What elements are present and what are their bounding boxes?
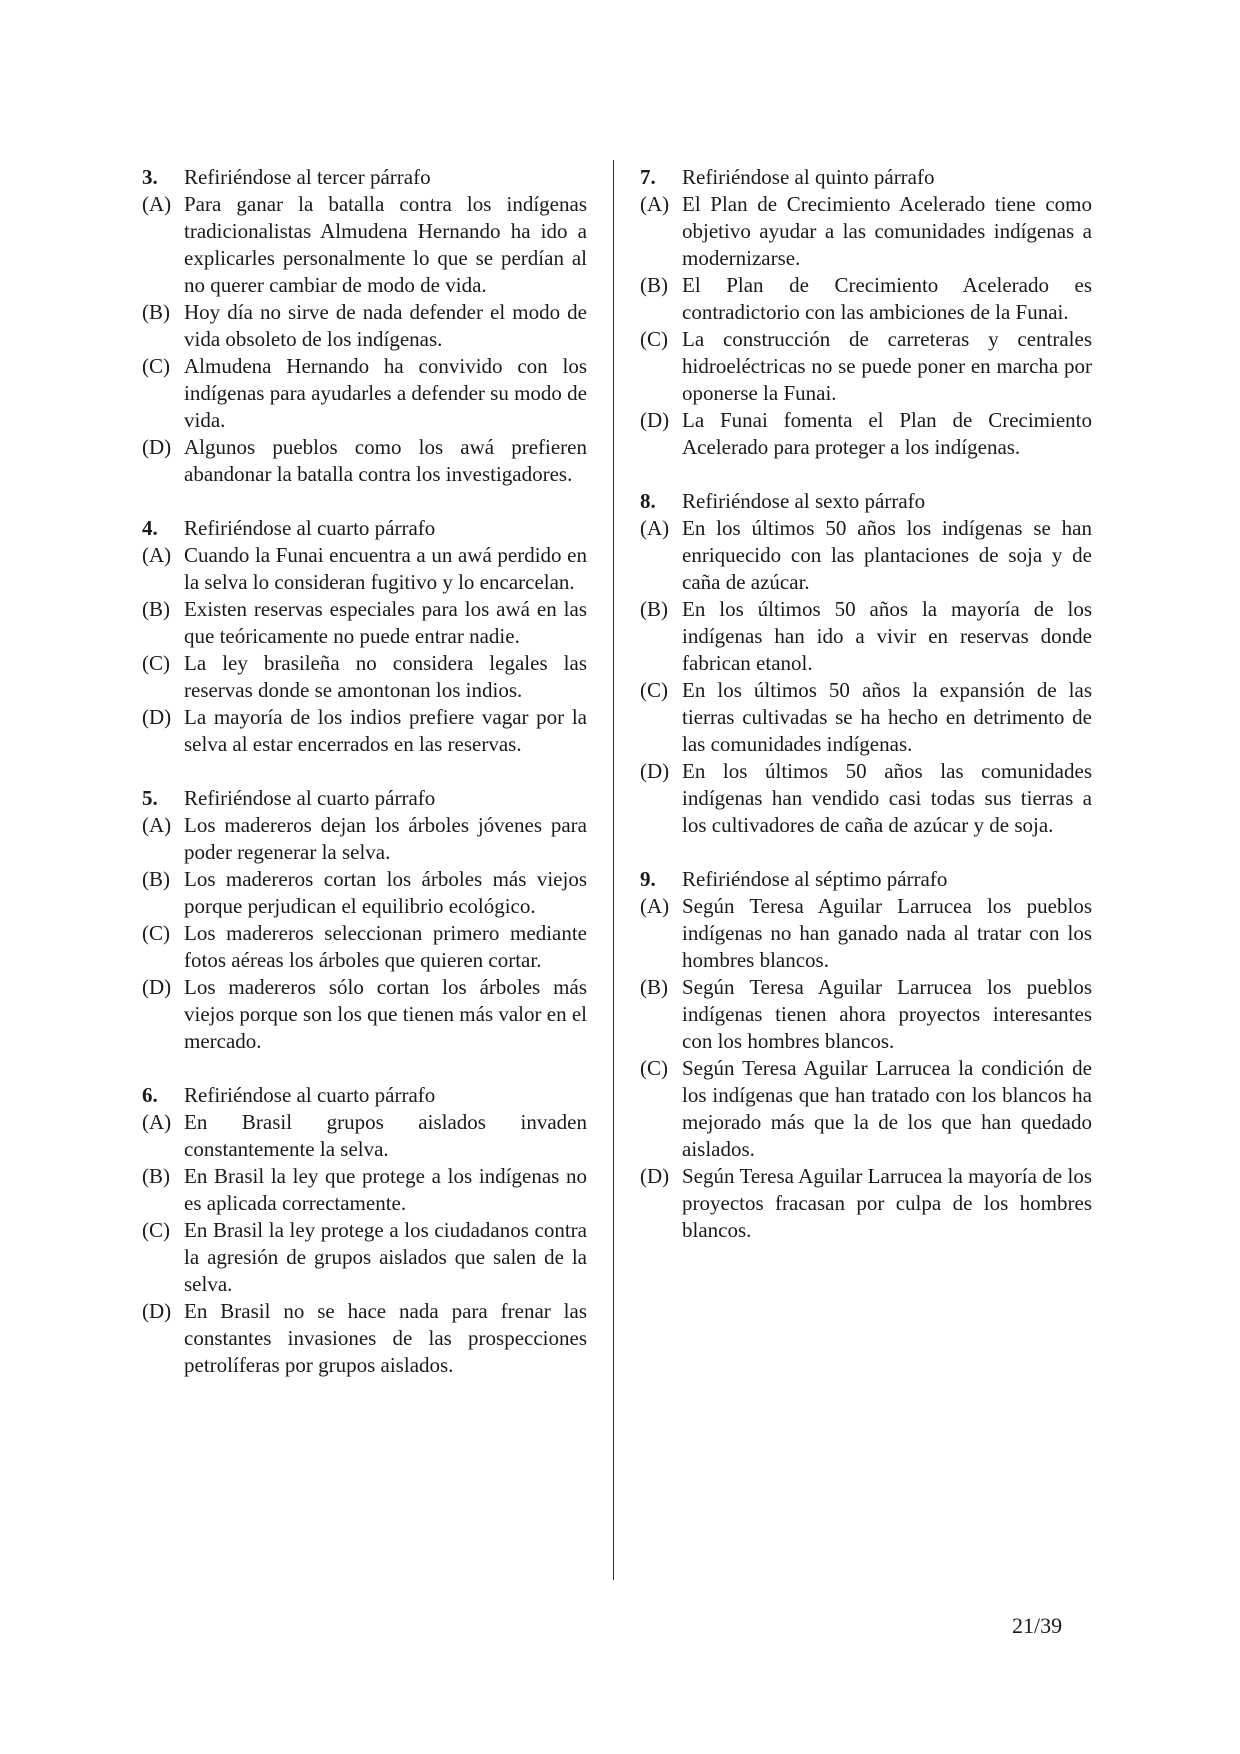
question-header [640,488,1092,515]
option-letter: (C) [142,1218,170,1242]
option-letter: (B) [142,1164,170,1188]
page-number: 21/39 [1012,1613,1063,1638]
option-letter: (C) [142,921,170,945]
option-text: Para ganar la batalla contra los indígenas tradicionalistas Almudena Hernando ha ido a explicarles personalmente lo que se perdían al no querer cambiar de modo de vida. [184,192,587,297]
option-d [142,974,587,1055]
question-header [142,164,587,191]
option-a [142,812,587,866]
question-number: 8. [640,489,656,513]
option-text: Según Teresa Aguilar Larrucea los pueblos indígenas no han ganado nada al tratar con los hombres blancos. [682,894,1092,972]
option-letter: (C) [142,354,170,378]
question-number: 3. [142,165,158,189]
option-text: En los últimos 50 años la mayoría de los indígenas han ido a vivir en reservas donde fabrican etanol. [682,597,1092,675]
option-c [142,650,587,704]
option-text: Cuando la Funai encuentra a un awá perdido en la selva lo consideran fugitivo y lo encarcelan. [184,543,587,594]
option-text: La ley brasileña no considera legales las reservas donde se amontonan los indios. [184,651,587,702]
option-letter: (C) [142,651,170,675]
option-letter: (A) [142,192,172,216]
option-text: Existen reservas especiales para los awá en las que teóricamente no puede entrar nadie. [184,597,587,648]
question-8 [640,488,1092,839]
question-title: Refiriéndose al tercer párrafo [184,165,431,189]
option-b [142,866,587,920]
question-header [142,515,587,542]
option-d [142,1298,587,1379]
option-b [640,974,1092,1055]
option-letter: (A) [142,813,172,837]
option-letter: (B) [142,300,170,324]
option-text: Los madereros dejan los árboles jóvenes para poder regenerar la selva. [184,813,587,864]
option-b [142,299,587,353]
option-text: Algunos pueblos como los awá prefieren abandonar la batalla contra los investigadores. [184,435,587,486]
option-c [142,1217,587,1298]
question-number: 4. [142,516,158,540]
option-b [640,596,1092,677]
question-3 [142,164,587,488]
option-a [142,191,587,299]
question-title: Refiriéndose al cuarto párrafo [184,786,436,810]
question-5 [142,785,587,1055]
option-d [640,407,1092,461]
option-text: La construcción de carreteras y centrales hidroeléctricas no se puede poner en marcha por oponerse la Funai. [682,327,1092,405]
option-c [640,326,1092,407]
question-number: 5. [142,786,158,810]
option-a [640,515,1092,596]
question-title: Refiriéndose al sexto párrafo [682,489,926,513]
option-letter: (B) [142,867,170,891]
option-a [640,893,1092,974]
option-letter: (B) [142,597,170,621]
option-letter: (D) [142,1299,172,1323]
option-text: En los últimos 50 años la expansión de las tierras cultivadas se ha hecho en detrimento de las comunidades indígenas. [682,678,1092,756]
option-d [640,758,1092,839]
option-text: En Brasil grupos aislados invaden constantemente la selva. [184,1110,587,1161]
option-letter: (A) [142,543,172,567]
option-a [640,191,1092,272]
option-c [640,1055,1092,1163]
question-header [142,785,587,812]
question-7 [640,164,1092,461]
option-b [142,596,587,650]
option-text: En Brasil la ley que protege a los indígenas no es aplicada correctamente. [184,1164,587,1215]
option-text: En Brasil no se hace nada para frenar las constantes invasiones de las prospecciones petrolíferas por grupos aislados. [184,1299,587,1377]
option-letter: (D) [142,975,172,999]
right-column [640,164,1092,1271]
option-letter: (B) [640,597,668,621]
option-letter: (C) [640,678,668,702]
option-letter: (D) [640,759,670,783]
question-title: Refiriéndose al séptimo párrafo [682,867,948,891]
option-b [142,1163,587,1217]
option-letter: (C) [640,327,668,351]
option-d [142,434,587,488]
option-text: Los madereros seleccionan primero mediante fotos aéreas los árboles que quieren cortar. [184,921,587,972]
option-text: Almudena Hernando ha convivido con los indígenas para ayudarles a defender su modo de vida. [184,354,587,432]
option-letter: (C) [640,1056,668,1080]
option-a [142,542,587,596]
option-text: Los madereros sólo cortan los árboles más viejos porque son los que tienen más valor en el mercado. [184,975,587,1053]
option-text: Según Teresa Aguilar Larrucea la mayoría de los proyectos fracasan por culpa de los hombres blancos. [682,1164,1092,1242]
column-divider [613,160,614,1580]
option-letter: (B) [640,273,668,297]
option-text: En Brasil la ley protege a los ciudadanos contra la agresión de grupos aislados que salen de la selva. [184,1218,587,1296]
question-number: 9. [640,867,656,891]
option-text: La mayoría de los indios prefiere vagar por la selva al estar encerrados en las reservas. [184,705,587,756]
option-text: En los últimos 50 años los indígenas se han enriquecido con las plantaciones de soja y de caña de azúcar. [682,516,1092,594]
question-9 [640,866,1092,1244]
left-column [142,164,587,1406]
question-title: Refiriéndose al cuarto párrafo [184,516,436,540]
option-d [142,704,587,758]
option-letter: (D) [640,408,670,432]
option-letter: (A) [640,516,670,540]
question-6 [142,1082,587,1379]
option-text: El Plan de Crecimiento Acelerado es contradictorio con las ambiciones de la Funai. [682,273,1092,324]
option-b [640,272,1092,326]
question-title: Refiriéndose al quinto párrafo [682,165,935,189]
question-number: 7. [640,165,656,189]
question-title: Refiriéndose al cuarto párrafo [184,1083,436,1107]
option-d [640,1163,1092,1244]
question-4 [142,515,587,758]
option-text: En los últimos 50 años las comunidades indígenas han vendido casi todas sus tierras a los cultivadores de caña de azúcar y de soja. [682,759,1092,837]
question-header [142,1082,587,1109]
option-text: Según Teresa Aguilar Larrucea la condición de los indígenas que han tratado con los blancos ha mejorado más que la de los que han quedado aislados. [682,1056,1092,1161]
option-text: Hoy día no sirve de nada defender el modo de vida obsoleto de los indígenas. [184,300,587,351]
question-header [640,164,1092,191]
option-letter: (B) [640,975,668,999]
question-number: 6. [142,1083,158,1107]
question-header [640,866,1092,893]
option-text: Según Teresa Aguilar Larrucea los pueblos indígenas tienen ahora proyectos interesantes con los hombres blancos. [682,975,1092,1053]
option-letter: (D) [640,1164,670,1188]
option-text: El Plan de Crecimiento Acelerado tiene como objetivo ayudar a las comunidades indígenas a modernizarse. [682,192,1092,270]
option-letter: (A) [640,192,670,216]
option-letter: (A) [640,894,670,918]
option-text: La Funai fomenta el Plan de Crecimiento Acelerado para proteger a los indígenas. [682,408,1092,459]
option-letter: (A) [142,1110,172,1134]
option-letter: (D) [142,435,172,459]
option-c [142,353,587,434]
option-letter: (D) [142,705,172,729]
option-c [142,920,587,974]
option-c [640,677,1092,758]
option-a [142,1109,587,1163]
option-text: Los madereros cortan los árboles más viejos porque perjudican el equilibrio ecológico. [184,867,587,918]
